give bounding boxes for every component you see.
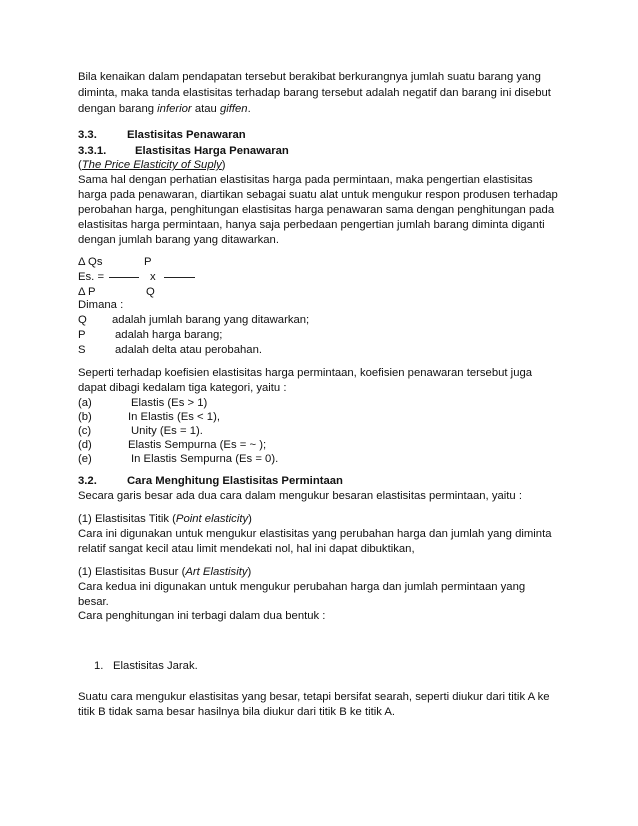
section-3-2-title: Cara Menghitung Elastisitas Permintaan bbox=[127, 475, 343, 487]
formula-fraction-line-1 bbox=[109, 277, 139, 278]
para1-line3-mid: atau bbox=[191, 103, 220, 115]
para2-line3: perobahan harga, penghitungan elastisitas harga penawaran sama dengan penghitungan pada bbox=[78, 204, 555, 216]
arc-heading-post: ) bbox=[247, 566, 252, 578]
para1-line3-end: . bbox=[247, 103, 251, 115]
point-heading-pre: (1) Elastisitas Titik ( bbox=[78, 513, 176, 525]
arc-heading-pre: (1) Elastisitas Busur ( bbox=[78, 566, 186, 578]
subtitle-close: ) bbox=[221, 159, 226, 171]
category-text-b: In Elastis (Es < 1), bbox=[128, 411, 220, 423]
arc-line3: Cara penghitungan ini terbagi dalam dua bentuk : bbox=[78, 610, 326, 622]
dimana-symbol-s: S bbox=[78, 344, 86, 356]
para2-line2: harga pada penawaran, diartikan sebagai suatu alat untuk mengukur respon produsen terhadap bbox=[78, 189, 558, 201]
formula-times: x bbox=[150, 271, 156, 283]
subtitle-open: ( bbox=[78, 159, 82, 171]
formula-q-bottom: Q bbox=[146, 286, 155, 298]
arc-elasticity-heading bbox=[78, 565, 251, 580]
para5-line1: Suatu cara mengukur elastisitas yang besar, tetapi bersifat searah, seperti diukur dari titik A ke bbox=[78, 691, 550, 703]
category-text-e: In Elastis Sempurna (Es = 0). bbox=[131, 453, 279, 465]
category-label-e: (e) bbox=[78, 453, 92, 465]
dimana-title: Dimana : bbox=[78, 299, 124, 311]
section-3-3-1-number: 3.3.1. bbox=[78, 145, 107, 157]
formula-p-top: P bbox=[144, 256, 152, 268]
dimana-desc-p: adalah harga barang; bbox=[115, 329, 223, 341]
para1-line3 bbox=[78, 102, 251, 117]
subtitle-text: The Price Elasticity of Suply bbox=[81, 159, 222, 171]
formula-fraction-line-2 bbox=[164, 277, 195, 278]
para2-line5: dengan jumlah barang yang ditawarkan. bbox=[78, 234, 279, 246]
formula-delta-qs: Δ Qs bbox=[78, 256, 103, 268]
subtitle bbox=[78, 158, 226, 173]
category-label-c: (c) bbox=[78, 425, 92, 437]
arc-heading-italic: Art Elastisity bbox=[185, 566, 248, 578]
term-inferior: inferior bbox=[157, 103, 192, 115]
point-heading-post: ) bbox=[248, 513, 252, 525]
para5-line2: titik B tidak sama besar hasilnya bila diukur dari titik B ke titik A. bbox=[78, 706, 396, 718]
arc-line2: besar. bbox=[78, 596, 109, 608]
list-item-number: 1. bbox=[94, 660, 104, 672]
category-text-a: Elastis (Es > 1) bbox=[131, 397, 208, 409]
point-line2: relatif sangat kecil atau limit mendekati nol, hal ini dapat dibuktikan, bbox=[78, 543, 415, 555]
section-3-3-1-title: Elastisitas Harga Penawaran bbox=[135, 145, 289, 157]
point-elasticity-heading bbox=[78, 512, 252, 527]
formula-es-label: Es. = bbox=[78, 271, 105, 283]
dimana-symbol-q: Q bbox=[78, 314, 87, 326]
category-text-d: Elastis Sempurna (Es = ~ ); bbox=[128, 439, 267, 451]
para1-line3-pre: dengan barang bbox=[78, 103, 158, 115]
point-heading-italic: Point elasticity bbox=[175, 513, 249, 525]
dimana-symbol-p: P bbox=[78, 329, 86, 341]
para2-line1: Sama hal dengan perhatian elastisitas harga pada permintaan, maka pengertian elastisitas bbox=[78, 174, 533, 186]
dimana-desc-q: adalah jumlah barang yang ditawarkan; bbox=[112, 314, 310, 326]
para2-line4: elastisitas harga permintaan, hanya saja perbedaan pengertian jumlah barang diminta diganti bbox=[78, 219, 545, 231]
list-item-text: Elastisitas Jarak. bbox=[113, 660, 198, 672]
para3-line2: dapat dibagi kedalam tiga kategori, yaitu : bbox=[78, 382, 287, 394]
category-label-d: (d) bbox=[78, 439, 92, 451]
category-label-b: (b) bbox=[78, 411, 92, 423]
arc-line1: Cara kedua ini digunakan untuk mengukur perubahan harga dan jumlah permintaan yang bbox=[78, 581, 526, 593]
formula-delta-p: Δ P bbox=[78, 286, 96, 298]
section-3-3-title: Elastisitas Penawaran bbox=[127, 129, 246, 141]
category-label-a: (a) bbox=[78, 397, 92, 409]
para4: Secara garis besar ada dua cara dalam mengukur besaran elastisitas permintaan, yaitu : bbox=[78, 490, 522, 502]
para3-line1: Seperti terhadap koefisien elastisitas harga permintaan, koefisien penawaran tersebut juga bbox=[78, 367, 533, 379]
term-giffen: giffen bbox=[219, 103, 248, 115]
section-3-2-number: 3.2. bbox=[78, 475, 97, 487]
dimana-desc-s: adalah delta atau perobahan. bbox=[115, 344, 262, 356]
section-3-3-number: 3.3. bbox=[78, 129, 97, 141]
para1-line2: diminta, maka tanda elastisitas terhadap barang tersebut adalah negatif dan barang ini disebut bbox=[78, 87, 551, 99]
point-line1: Cara ini digunakan untuk mengukur elastisitas yang perubahan harga dan jumlah yang diminta bbox=[78, 528, 552, 540]
para1-line1: Bila kenaikan dalam pendapatan tersebut berakibat berkurangnya jumlah suatu barang yang bbox=[78, 71, 541, 83]
category-text-c: Unity (Es = 1). bbox=[131, 425, 203, 437]
